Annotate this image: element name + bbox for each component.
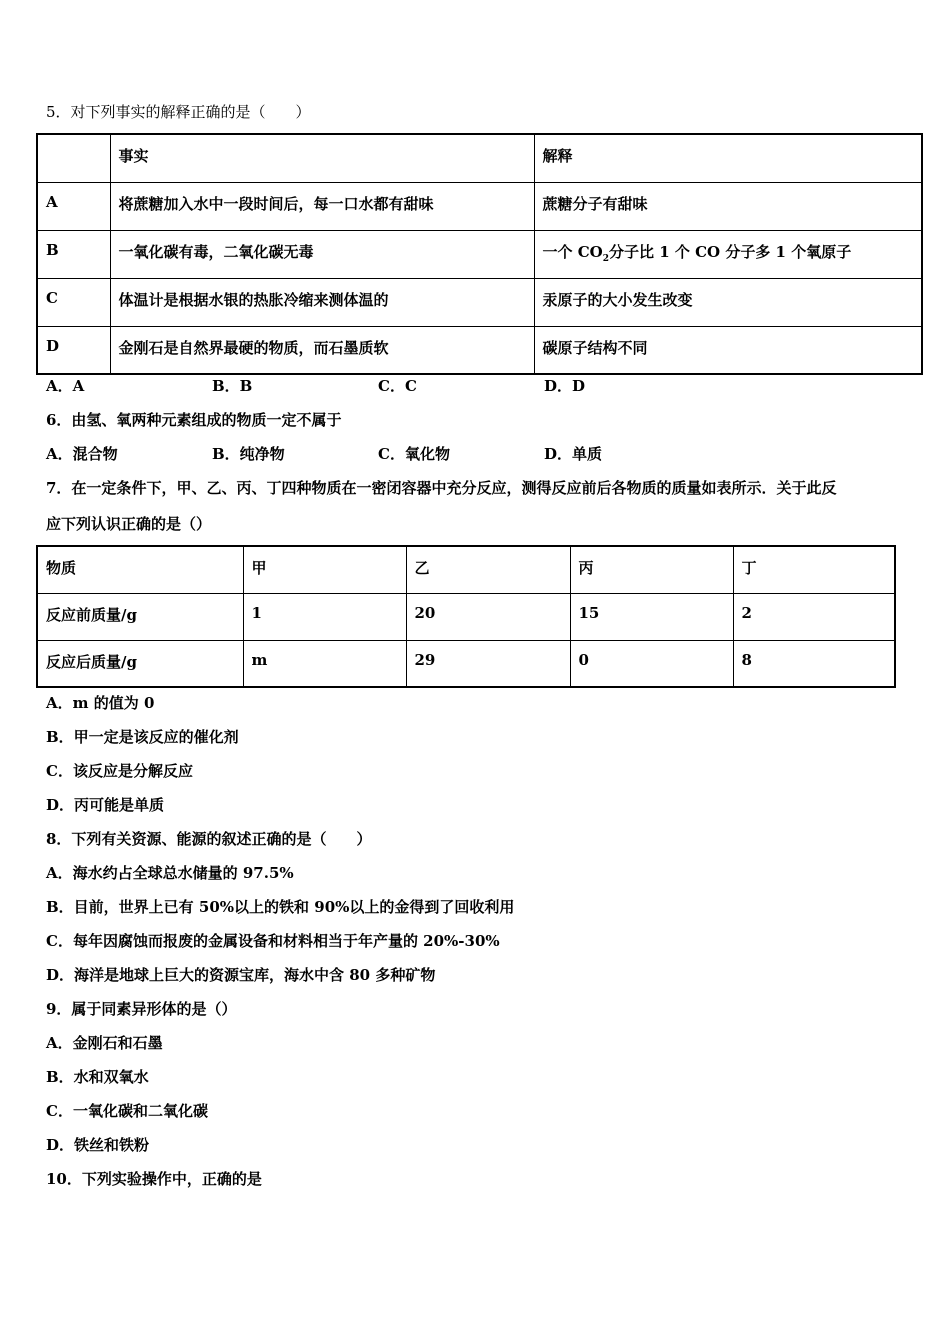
option-a: A．A	[46, 377, 85, 395]
question-9-option-a: A．金刚石和石墨	[46, 1034, 163, 1052]
table-row	[37, 546, 895, 593]
table-cell: 29	[406, 640, 570, 687]
row-label: D	[37, 326, 110, 374]
question-8-option-c: C．每年因腐蚀而报废的金属设备和材料相当于年产量的 20%-30%	[46, 932, 500, 950]
table-row	[37, 640, 895, 687]
row-label: A	[37, 182, 110, 230]
row-fact: 将蔗糖加入水中一段时间后，每一口水都有甜味	[110, 182, 534, 230]
question-7-option-a: A．m 的值为 0	[46, 694, 155, 712]
table-header-explanation: 解释	[534, 134, 922, 182]
table-cell: 8	[733, 640, 895, 687]
question-5-options	[46, 375, 710, 396]
question-9-title: 9．属于同素异形体的是（）	[46, 1000, 237, 1018]
question-6-options	[46, 443, 710, 464]
question-7-option-d: D．丙可能是单质	[46, 796, 165, 814]
subscript: 2	[602, 253, 609, 264]
table-cell: 反应后质量/g	[37, 640, 243, 687]
table-row	[37, 278, 922, 326]
table-header-row	[37, 134, 922, 182]
table-cell: 乙	[406, 546, 570, 593]
table-cell: 20	[406, 593, 570, 640]
table-row	[37, 593, 895, 640]
question-8-option-d: D．海洋是地球上巨大的资源宝库，海水中含 80 多种矿物	[46, 966, 436, 984]
question-8-option-a: A．海水约占全球总水储量的 97.5%	[46, 864, 294, 882]
question-10-title: 10．下列实验操作中，正确的是	[46, 1170, 262, 1188]
option-d: D．D	[544, 377, 586, 395]
question-5-title: 5．对下列事实的解释正确的是（ ）	[46, 103, 311, 121]
row-fact: 一氧化碳有毒，二氧化碳无毒	[110, 230, 534, 278]
row-explanation: 蔗糖分子有甜味	[534, 182, 922, 230]
row-fact: 金刚石是自然界最硬的物质，而石墨质软	[110, 326, 534, 374]
table-cell: 丁	[733, 546, 895, 593]
table-cell: m	[243, 640, 406, 687]
table-cell: 丙	[570, 546, 733, 593]
row-explanation: 汞原子的大小发生改变	[534, 278, 922, 326]
table-header-fact: 事实	[110, 134, 534, 182]
option-c: C．C	[378, 377, 417, 395]
question-9-option-b: B．水和双氧水	[46, 1068, 149, 1086]
option-d: D．单质	[544, 445, 603, 463]
table-cell: 物质	[37, 546, 243, 593]
row-label: C	[37, 278, 110, 326]
table-row	[37, 182, 922, 230]
table-cell: 甲	[243, 546, 406, 593]
table-cell: 反应前质量/g	[37, 593, 243, 640]
option-c: C．氧化物	[378, 445, 450, 463]
row-fact: 体温计是根据水银的热胀冷缩来测体温的	[110, 278, 534, 326]
table-row	[37, 230, 922, 278]
table-cell: 0	[570, 640, 733, 687]
text: 分子比 1 个 CO 分子多 1 个氧原子	[609, 242, 852, 261]
option-a: A．混合物	[46, 445, 118, 463]
row-explanation: 碳原子结构不同	[534, 326, 922, 374]
question-9-option-c: C．一氧化碳和二氧化碳	[46, 1102, 208, 1120]
table-row	[37, 326, 922, 374]
question-7-option-c: C．该反应是分解反应	[46, 762, 193, 780]
question-6-title: 6．由氢、氧两种元素组成的物质一定不属于	[46, 411, 342, 429]
text: 一个 CO	[542, 242, 603, 261]
question-5-table	[36, 133, 923, 375]
question-7-table	[36, 545, 896, 688]
table-cell: 2	[733, 593, 895, 640]
question-9-option-d: D．铁丝和铁粉	[46, 1136, 150, 1154]
table-cell: 1	[243, 593, 406, 640]
option-b: B．B	[212, 377, 253, 395]
row-label: B	[37, 230, 110, 278]
question-8-title: 8．下列有关资源、能源的叙述正确的是（ ）	[46, 830, 372, 848]
question-7-title-line1: 7．在一定条件下，甲、乙、丙、丁四种物质在一密闭容器中充分反应，测得反应前后各物质的质量如表所示．关于此反	[46, 479, 837, 497]
option-b: B．纯净物	[212, 445, 285, 463]
question-7-option-b: B．甲一定是该反应的催化剂	[46, 728, 239, 746]
table-cell: 15	[570, 593, 733, 640]
table-cell	[37, 134, 110, 182]
question-8-option-b: B．目前，世界上已有 50%以上的铁和 90%以上的金得到了回收利用	[46, 898, 515, 916]
row-explanation	[534, 230, 922, 278]
question-7-title-line2: 应下列认识正确的是（）	[46, 515, 212, 533]
